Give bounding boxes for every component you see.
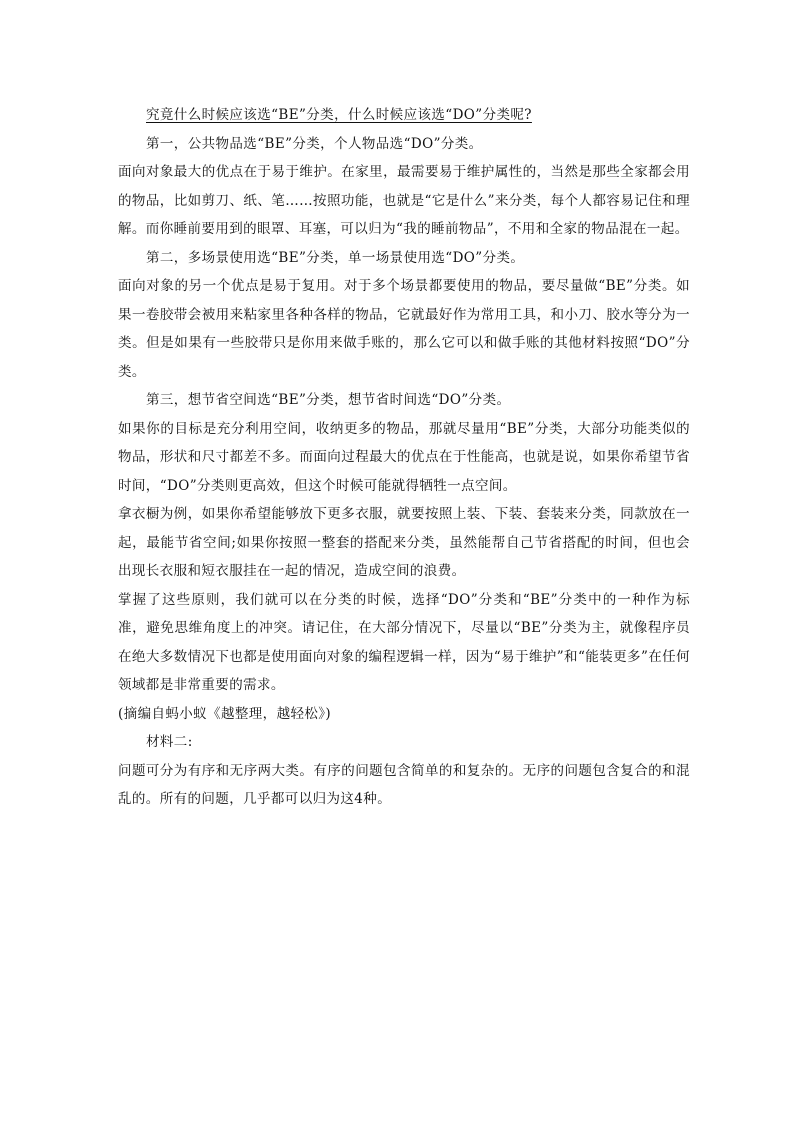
point3-body-1: 如果你的目标是充分利用空间，收纳更多的物品，那就尽量用“BE”分类，大部分功能类似的物品，形状和尺寸都差不多。而面向过程最大的优点在于性能高，也就是说，如果你希望节省时间，“DO”分类则更高效，但这个时候可能就得牺牲一点空间。 xyxy=(118,420,690,494)
point1-title: 第一，公共物品选“BE”分类，个人物品选“DO”分类。 xyxy=(146,135,483,152)
point3-title: 第三，想节省空间选“BE”分类，想节省时间选“DO”分类。 xyxy=(146,392,511,408)
source-citation: (摘编自蚂小蚁《越整理，越轻松》) xyxy=(118,705,332,722)
question-heading xyxy=(118,101,690,130)
point3-body-2: 拿衣橱为例，如果你希望能够放下更多衣服，就要按照上装、下装、套装来分类，同款放在一起，最能节省空间;如果你按照一整套的搭配来分类，虽然能帮自己节省搭配的时间，但也会出现长衣服和短衣服挂在一起的情况，造成空间的浪费。 xyxy=(118,506,690,579)
material2-label: 材料二: xyxy=(146,734,193,750)
document-body xyxy=(118,101,690,814)
point2-title: 第二，多场景使用选“BE”分类，单一场景使用选“DO”分类。 xyxy=(146,249,525,266)
conclusion-paragraph: 掌握了这些原则，我们就可以在分类的时候，选择“DO”分类和“BE”分类中的一种作为标准，避免思维角度上的冲突。请记住，在大部分情况下，尽量以“BE”分类为主，就像程序员在绝大多数情况下也都是使用面向对象的编程逻辑一样，因为“易于维护”和“能装更多”在任何领域都是非常重要的需求。 xyxy=(118,591,690,693)
point1-body: 面向对象最大的优点在于易于维护。在家里，最需要易于维护属性的，当然是那些全家都会用的物品，比如剪刀、纸、笔……按照功能，也就是“它是什么”来分类，每个人都容易记住和理解。而你睡前要用到的眼罩、耳塞，可以归为“我的睡前物品”，不用和全家的物品混在一起。 xyxy=(118,164,690,237)
point2-body: 面向对象的另一个优点是易于复用。对于多个场景都要使用的物品，要尽量做“BE”分类。如果一卷胶带会被用来粘家里各种各样的物品，它就最好作为常用工具，和小刀、胶水等分为一类。但是如果有一些胶带只是你用来做手账的，那么它可以和做手账的其他材料按照“DO”分类。 xyxy=(118,278,690,380)
question-text: 究竟什么时候应该选“BE”分类，什么时候应该选“DO”分类呢? xyxy=(146,107,532,123)
material2-body: 问题可分为有序和无序两大类。有序的问题包含简单的和复杂的。无序的问题包含复合的和混乱的。所有的问题，几乎都可以归为这4种。 xyxy=(118,762,690,807)
